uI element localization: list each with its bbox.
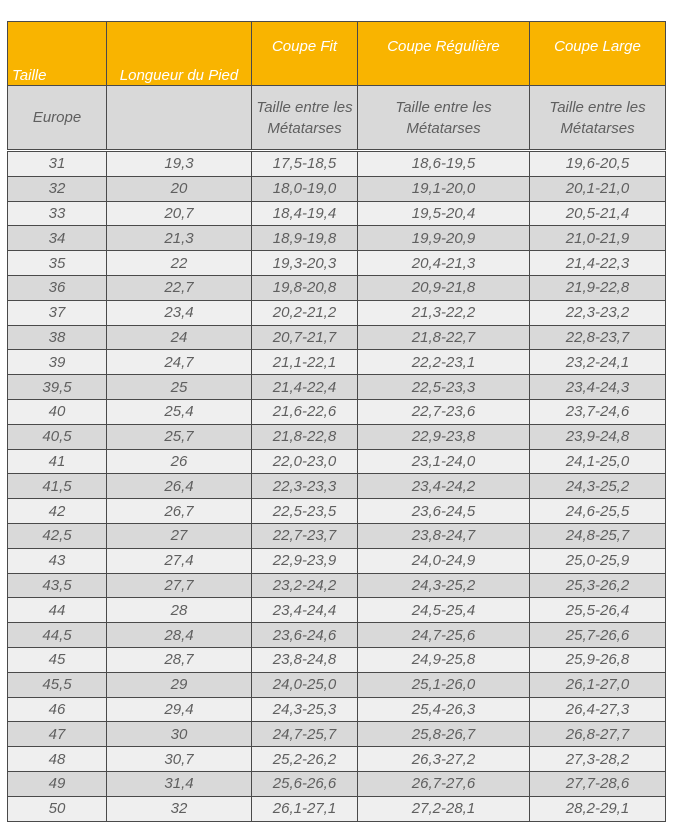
cell-coupe-reguliere: 20,9-21,8: [358, 275, 530, 300]
table-body: [8, 151, 666, 822]
cell-coupe-reguliere: 21,8-22,7: [358, 325, 530, 350]
cell-longueur-pied: 29,4: [107, 697, 252, 722]
header-coupe-fit: Coupe Fit: [252, 22, 358, 86]
cell-longueur-pied: 25: [107, 375, 252, 400]
cell-longueur-pied: 24,7: [107, 350, 252, 375]
cell-coupe-large: 24,6-25,5: [530, 499, 666, 524]
cell-longueur-pied: 28,4: [107, 623, 252, 648]
cell-coupe-fit: 21,8-22,8: [252, 424, 358, 449]
cell-taille: 36: [8, 275, 107, 300]
cell-coupe-large: 20,5-21,4: [530, 201, 666, 226]
cell-longueur-pied: 30: [107, 722, 252, 747]
table-row: [8, 151, 666, 177]
cell-coupe-large: 22,3-23,2: [530, 300, 666, 325]
cell-taille: 48: [8, 747, 107, 772]
cell-coupe-fit: 22,3-23,3: [252, 474, 358, 499]
cell-taille: 47: [8, 722, 107, 747]
cell-coupe-fit: 22,7-23,7: [252, 523, 358, 548]
cell-longueur-pied: 28: [107, 598, 252, 623]
cell-coupe-reguliere: 26,7-27,6: [358, 771, 530, 796]
cell-coupe-large: 23,7-24,6: [530, 399, 666, 424]
cell-coupe-large: 27,3-28,2: [530, 747, 666, 772]
cell-coupe-reguliere: 23,8-24,7: [358, 523, 530, 548]
cell-longueur-pied: 27: [107, 523, 252, 548]
cell-coupe-large: 26,1-27,0: [530, 672, 666, 697]
size-chart: [7, 21, 665, 822]
table-row: [8, 176, 666, 201]
cell-taille: 43,5: [8, 573, 107, 598]
cell-taille: 43: [8, 548, 107, 573]
cell-coupe-large: 25,9-26,8: [530, 647, 666, 672]
cell-longueur-pied: 19,3: [107, 151, 252, 177]
cell-coupe-reguliere: 24,9-25,8: [358, 647, 530, 672]
table-row: [8, 424, 666, 449]
cell-coupe-fit: 24,0-25,0: [252, 672, 358, 697]
header-row-sub: [8, 86, 666, 151]
cell-longueur-pied: 32: [107, 796, 252, 821]
cell-coupe-large: 21,4-22,3: [530, 251, 666, 276]
cell-coupe-reguliere: 27,2-28,1: [358, 796, 530, 821]
cell-taille: 31: [8, 151, 107, 177]
header-coupe-large: Coupe Large: [530, 22, 666, 86]
cell-longueur-pied: 28,7: [107, 647, 252, 672]
cell-longueur-pied: 23,4: [107, 300, 252, 325]
cell-coupe-reguliere: 24,3-25,2: [358, 573, 530, 598]
cell-longueur-pied: 31,4: [107, 771, 252, 796]
cell-coupe-large: 25,5-26,4: [530, 598, 666, 623]
table-row: [8, 771, 666, 796]
cell-coupe-large: 28,2-29,1: [530, 796, 666, 821]
table-row: [8, 300, 666, 325]
cell-coupe-fit: 23,2-24,2: [252, 573, 358, 598]
size-table: [7, 21, 666, 822]
cell-taille: 41,5: [8, 474, 107, 499]
cell-longueur-pied: 26,7: [107, 499, 252, 524]
table-row: [8, 474, 666, 499]
table-row: [8, 375, 666, 400]
table-row: [8, 647, 666, 672]
table-row: [8, 399, 666, 424]
cell-coupe-reguliere: 23,4-24,2: [358, 474, 530, 499]
header-taille: Taille: [8, 22, 107, 86]
cell-coupe-large: 22,8-23,7: [530, 325, 666, 350]
cell-coupe-fit: 20,7-21,7: [252, 325, 358, 350]
table-row: [8, 672, 666, 697]
cell-coupe-large: 25,7-26,6: [530, 623, 666, 648]
cell-coupe-large: 24,3-25,2: [530, 474, 666, 499]
cell-longueur-pied: 29: [107, 672, 252, 697]
cell-coupe-fit: 22,5-23,5: [252, 499, 358, 524]
table-row: [8, 251, 666, 276]
cell-coupe-reguliere: 20,4-21,3: [358, 251, 530, 276]
cell-coupe-reguliere: 23,6-24,5: [358, 499, 530, 524]
cell-taille: 39: [8, 350, 107, 375]
table-row: [8, 325, 666, 350]
cell-coupe-large: 23,2-24,1: [530, 350, 666, 375]
cell-coupe-large: 26,8-27,7: [530, 722, 666, 747]
cell-coupe-large: 20,1-21,0: [530, 176, 666, 201]
cell-coupe-reguliere: 22,7-23,6: [358, 399, 530, 424]
cell-coupe-fit: 22,0-23,0: [252, 449, 358, 474]
cell-coupe-fit: 24,7-25,7: [252, 722, 358, 747]
subheader-empty: [107, 86, 252, 151]
table-row: [8, 747, 666, 772]
cell-coupe-large: 23,4-24,3: [530, 375, 666, 400]
cell-taille: 42,5: [8, 523, 107, 548]
cell-coupe-fit: 18,4-19,4: [252, 201, 358, 226]
subheader-europe: Europe: [8, 86, 107, 151]
cell-taille: 33: [8, 201, 107, 226]
cell-coupe-large: 24,8-25,7: [530, 523, 666, 548]
table-row: [8, 350, 666, 375]
cell-taille: 39,5: [8, 375, 107, 400]
cell-coupe-large: 21,9-22,8: [530, 275, 666, 300]
cell-taille: 37: [8, 300, 107, 325]
cell-coupe-fit: 25,6-26,6: [252, 771, 358, 796]
table-row: [8, 275, 666, 300]
cell-taille: 42: [8, 499, 107, 524]
cell-longueur-pied: 26: [107, 449, 252, 474]
subheader-fit-metatarses: Taille entre les Métatarses: [252, 86, 358, 151]
cell-coupe-reguliere: 26,3-27,2: [358, 747, 530, 772]
cell-longueur-pied: 25,4: [107, 399, 252, 424]
cell-coupe-fit: 21,6-22,6: [252, 399, 358, 424]
cell-longueur-pied: 20,7: [107, 201, 252, 226]
cell-coupe-fit: 25,2-26,2: [252, 747, 358, 772]
cell-coupe-large: 19,6-20,5: [530, 151, 666, 177]
cell-taille: 41: [8, 449, 107, 474]
cell-coupe-fit: 18,0-19,0: [252, 176, 358, 201]
cell-longueur-pied: 27,7: [107, 573, 252, 598]
cell-coupe-fit: 23,8-24,8: [252, 647, 358, 672]
cell-coupe-reguliere: 25,8-26,7: [358, 722, 530, 747]
cell-taille: 46: [8, 697, 107, 722]
cell-coupe-fit: 23,4-24,4: [252, 598, 358, 623]
cell-longueur-pied: 21,3: [107, 226, 252, 251]
cell-coupe-reguliere: 24,5-25,4: [358, 598, 530, 623]
cell-coupe-reguliere: 25,4-26,3: [358, 697, 530, 722]
cell-taille: 40: [8, 399, 107, 424]
header-coupe-reguliere: Coupe Régulière: [358, 22, 530, 86]
cell-taille: 34: [8, 226, 107, 251]
cell-coupe-fit: 21,4-22,4: [252, 375, 358, 400]
cell-coupe-reguliere: 24,7-25,6: [358, 623, 530, 648]
table-row: [8, 449, 666, 474]
cell-coupe-fit: 19,3-20,3: [252, 251, 358, 276]
table-row: [8, 523, 666, 548]
cell-coupe-large: 26,4-27,3: [530, 697, 666, 722]
cell-coupe-reguliere: 19,5-20,4: [358, 201, 530, 226]
cell-taille: 45,5: [8, 672, 107, 697]
cell-coupe-fit: 24,3-25,3: [252, 697, 358, 722]
cell-coupe-fit: 19,8-20,8: [252, 275, 358, 300]
cell-coupe-large: 25,3-26,2: [530, 573, 666, 598]
header-row-main: [8, 22, 666, 86]
cell-coupe-large: 25,0-25,9: [530, 548, 666, 573]
table-row: [8, 598, 666, 623]
cell-longueur-pied: 22,7: [107, 275, 252, 300]
cell-coupe-reguliere: 25,1-26,0: [358, 672, 530, 697]
cell-coupe-reguliere: 18,6-19,5: [358, 151, 530, 177]
cell-coupe-fit: 18,9-19,8: [252, 226, 358, 251]
cell-coupe-large: 21,0-21,9: [530, 226, 666, 251]
table-row: [8, 697, 666, 722]
cell-longueur-pied: 27,4: [107, 548, 252, 573]
cell-longueur-pied: 22: [107, 251, 252, 276]
cell-taille: 38: [8, 325, 107, 350]
cell-longueur-pied: 24: [107, 325, 252, 350]
cell-taille: 45: [8, 647, 107, 672]
cell-coupe-reguliere: 21,3-22,2: [358, 300, 530, 325]
cell-coupe-reguliere: 22,9-23,8: [358, 424, 530, 449]
cell-coupe-reguliere: 19,9-20,9: [358, 226, 530, 251]
table-row: [8, 796, 666, 821]
subheader-large-metatarses: Taille entre les Métatarses: [530, 86, 666, 151]
table-row: [8, 623, 666, 648]
cell-taille: 50: [8, 796, 107, 821]
cell-coupe-fit: 20,2-21,2: [252, 300, 358, 325]
table-row: [8, 226, 666, 251]
cell-taille: 44: [8, 598, 107, 623]
cell-taille: 40,5: [8, 424, 107, 449]
cell-taille: 35: [8, 251, 107, 276]
cell-coupe-fit: 22,9-23,9: [252, 548, 358, 573]
cell-longueur-pied: 25,7: [107, 424, 252, 449]
cell-coupe-large: 27,7-28,6: [530, 771, 666, 796]
table-row: [8, 201, 666, 226]
table-row: [8, 548, 666, 573]
cell-taille: 44,5: [8, 623, 107, 648]
cell-coupe-reguliere: 22,2-23,1: [358, 350, 530, 375]
table-row: [8, 722, 666, 747]
header-longueur-pied: Longueur du Pied: [107, 22, 252, 86]
cell-taille: 32: [8, 176, 107, 201]
cell-coupe-reguliere: 23,1-24,0: [358, 449, 530, 474]
cell-coupe-reguliere: 19,1-20,0: [358, 176, 530, 201]
cell-coupe-fit: 17,5-18,5: [252, 151, 358, 177]
cell-coupe-reguliere: 24,0-24,9: [358, 548, 530, 573]
table-row: [8, 573, 666, 598]
cell-longueur-pied: 20: [107, 176, 252, 201]
cell-longueur-pied: 30,7: [107, 747, 252, 772]
cell-coupe-large: 23,9-24,8: [530, 424, 666, 449]
table-header: [8, 22, 666, 151]
cell-longueur-pied: 26,4: [107, 474, 252, 499]
subheader-reguliere-metatarses: Taille entre les Métatarses: [358, 86, 530, 151]
cell-coupe-large: 24,1-25,0: [530, 449, 666, 474]
cell-coupe-fit: 26,1-27,1: [252, 796, 358, 821]
cell-coupe-fit: 21,1-22,1: [252, 350, 358, 375]
cell-coupe-fit: 23,6-24,6: [252, 623, 358, 648]
cell-taille: 49: [8, 771, 107, 796]
table-row: [8, 499, 666, 524]
cell-coupe-reguliere: 22,5-23,3: [358, 375, 530, 400]
